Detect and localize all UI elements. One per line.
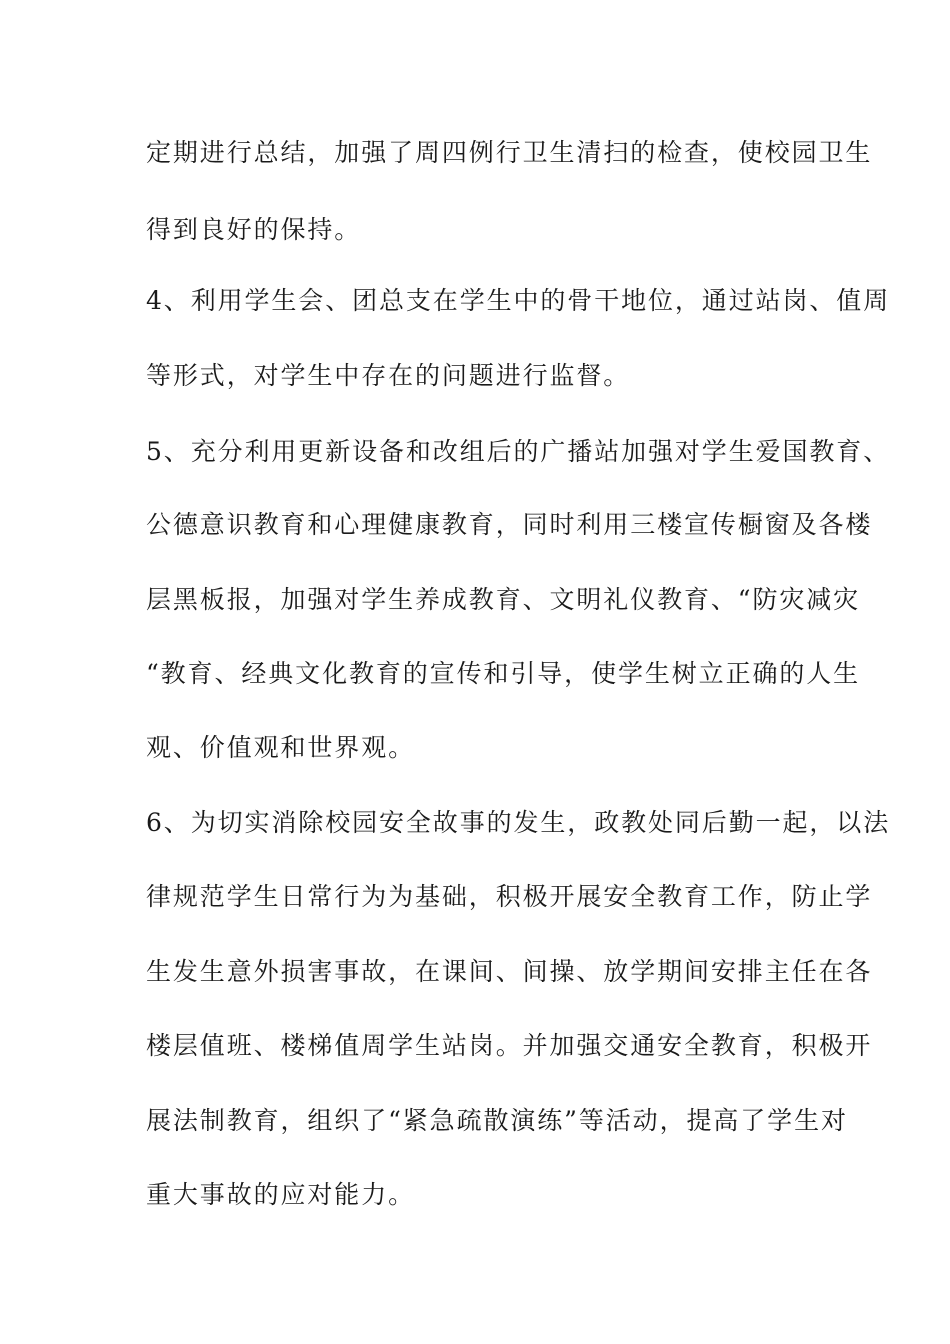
text-line-9: 观、价值观和世界观。 xyxy=(146,733,416,762)
text-line-13: 楼层值班、楼梯值周学生站岗。并加强交通安全教育，积极开 xyxy=(146,1031,873,1060)
text-line-3: 4、利用学生会、团总支在学生中的骨干地位，通过站岗、值周 xyxy=(146,286,891,315)
text-line-10: 6、为切实消除校园安全故事的发生，政教处同后勤一起，以法 xyxy=(146,808,891,837)
text-line-5: 5、充分利用更新设备和改组后的广播站加强对学生爱国教育、 xyxy=(146,437,891,466)
text-line-15: 重大事故的应对能力。 xyxy=(146,1180,416,1209)
text-line-4: 等形式，对学生中存在的问题进行监督。 xyxy=(146,361,631,390)
text-line-1: 定期进行总结，加强了周四例行卫生清扫的检查，使校园卫生 xyxy=(146,138,873,167)
text-line-6: 公德意识教育和心理健康教育，同时利用三楼宣传橱窗及各楼 xyxy=(146,510,873,539)
text-line-14: 展法制教育，组织了“紧急疏散演练”等活动，提高了学生对 xyxy=(146,1106,848,1135)
text-line-2: 得到良好的保持。 xyxy=(146,215,362,244)
text-line-11: 律规范学生日常行为为基础，积极开展安全教育工作，防止学 xyxy=(146,882,873,911)
text-line-12: 生发生意外损害事故，在课间、间操、放学期间安排主任在各 xyxy=(146,957,873,986)
text-line-8: “教育、经典文化教育的宣传和引导，使学生树立正确的人生 xyxy=(146,659,861,688)
text-line-7: 层黑板报，加强对学生养成教育、文明礼仪教育、“防灾减灾 xyxy=(146,585,861,614)
